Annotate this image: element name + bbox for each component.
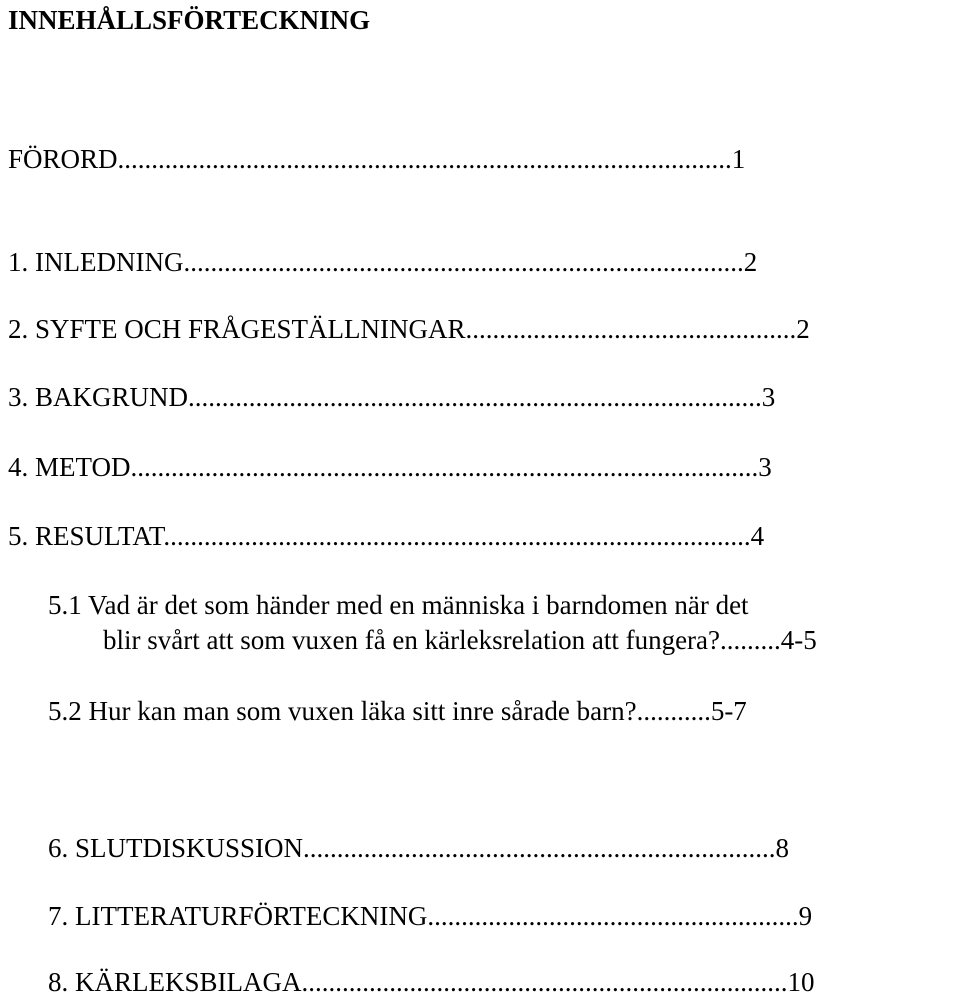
- toc-entry-syfte: 2. SYFTE OCH FRÅGESTÄLLNINGAR.................................................2: [8, 314, 810, 344]
- toc-entry-karleksbilaga: 8. KÄRLEKSBILAGA........................................................................10: [48, 967, 815, 997]
- toc-entry-5-2: 5.2 Hur kan man som vuxen läka sitt inre sårade barn?...........5-7: [48, 696, 747, 726]
- toc-entry-metod: 4. METOD.............................................................................................3: [8, 452, 772, 482]
- toc-entry-bakgrund: 3. BAKGRUND.....................................................................................3: [8, 382, 776, 412]
- toc-entry-litteraturforteckning: 7. LITTERATURFÖRTECKNING.......................................................9: [48, 901, 813, 931]
- page-title: INNEHÅLLSFÖRTECKNING: [8, 5, 371, 35]
- toc-entry-slutdiskussion: 6. SLUTDISKUSSION......................................................................8: [48, 833, 790, 863]
- toc-entry-forord: FÖRORD...........................................................................................1: [8, 144, 746, 174]
- toc-entry-5-1-line-2: blir svårt att som vuxen få en kärleksrelation att fungera?.........4-5: [103, 625, 817, 655]
- toc-entry-5-1-line-1: 5.1 Vad är det som händer med en människa i barndomen när det: [48, 590, 749, 620]
- toc-entry-inledning: 1. INLEDNING...................................................................................2: [8, 247, 758, 277]
- toc-entry-resultat: 5. RESULTAT.......................................................................................4: [8, 521, 765, 551]
